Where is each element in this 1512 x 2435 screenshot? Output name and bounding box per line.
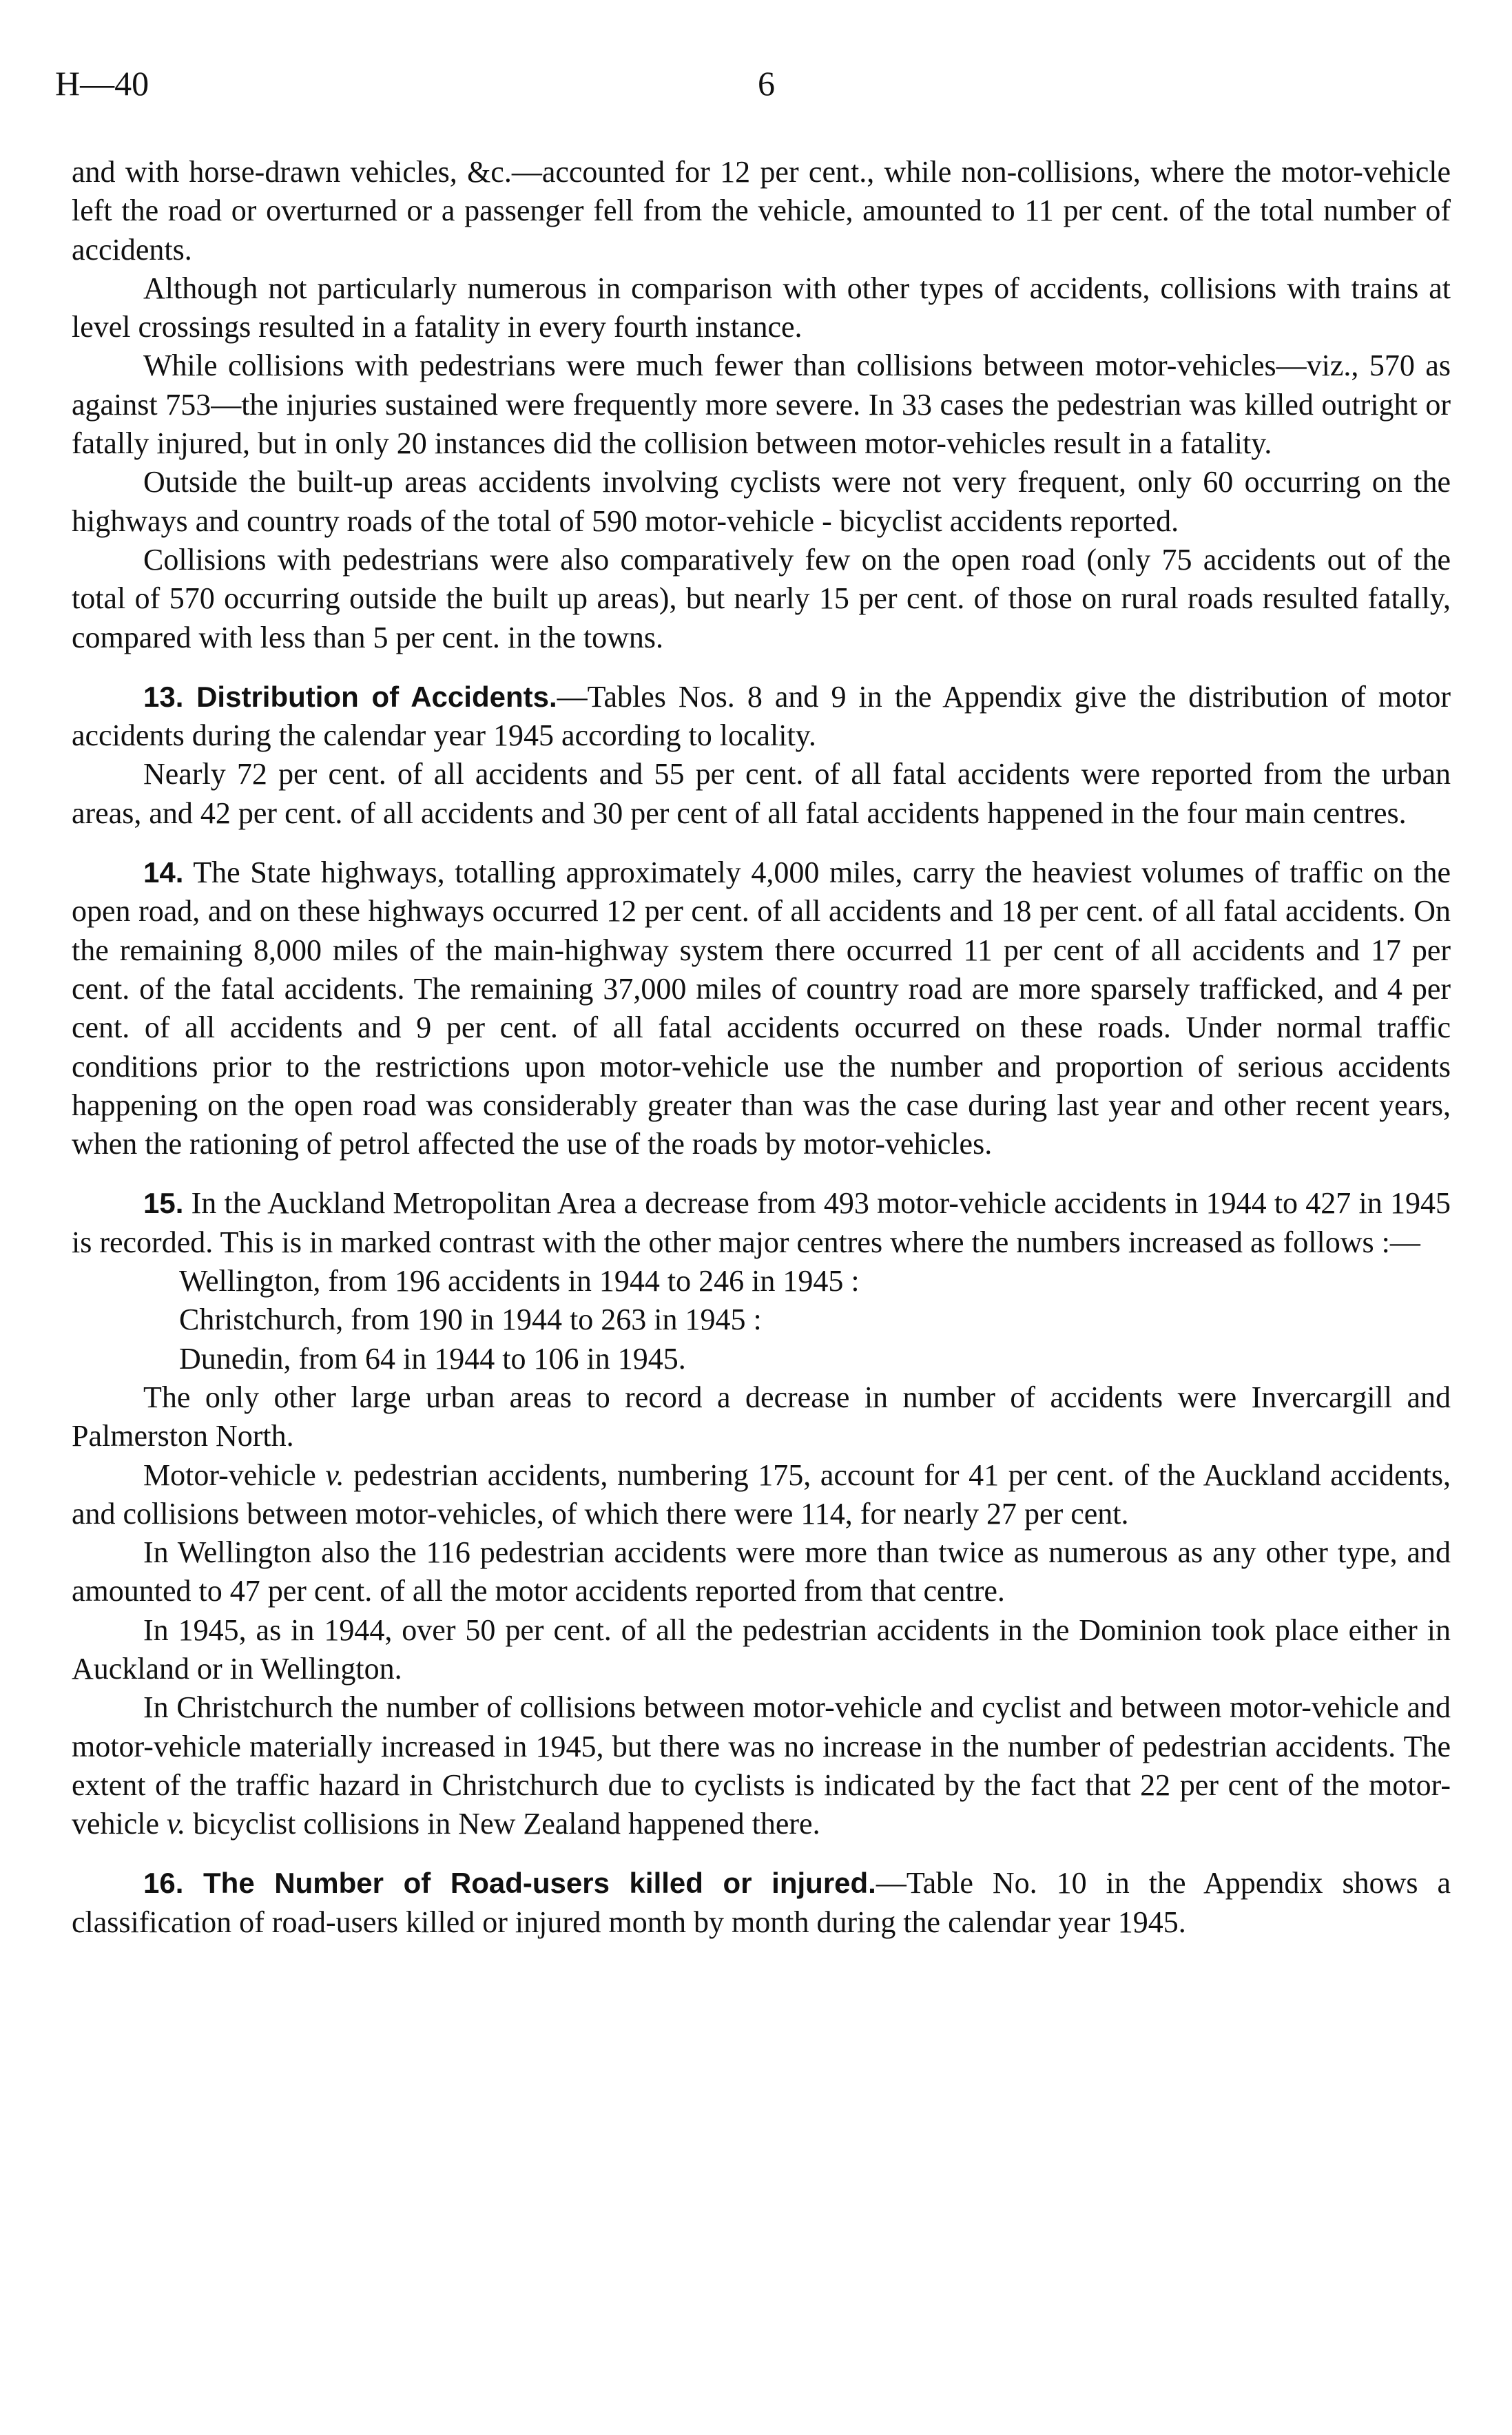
section-16	[72, 1864, 1451, 1942]
body-text	[72, 153, 1451, 1942]
paragraph-dominion-pedestrian: In 1945, as in 1944, over 50 per cent. of all the pedestrian accidents in the Dominion took place either in Auckland or in Wellington.	[72, 1613, 1451, 1686]
versus-italic: v.	[325, 1458, 344, 1492]
versus-italic: v.	[167, 1807, 186, 1841]
section-15-text: In the Auckland Metropolitan Area a decrease from 493 motor-vehicle accidents in 1944 to 427 in 1945 is recorded. This is in marked contrast with the other major centres where the numbers increased as follows :—	[72, 1186, 1451, 1259]
section-15-heading: 15.	[143, 1187, 184, 1220]
section-16-heading: 16. The Number of Road-users killed or injured.	[143, 1867, 876, 1900]
paragraph-urban-areas: Nearly 72 per cent. of all accidents and 55 per cent. of all fatal accidents were reported from the urban areas, and 42 per cent. of all accidents and 30 per cent of all fatal accidents happened in the four main centres.	[72, 757, 1451, 830]
section-14	[72, 853, 1451, 1163]
page-header	[55, 63, 1453, 112]
section-13	[72, 678, 1451, 756]
text-run: Motor-vehicle	[143, 1458, 326, 1492]
list-item-wellington: Wellington, from 196 accidents in 1944 to 246 in 1945 :	[179, 1264, 860, 1298]
paragraph-christchurch	[72, 1688, 1451, 1843]
paragraph-level-crossings: Although not particularly numerous in comparison with other types of accidents, collisions with trains at level crossings resulted in a fatality in every fourth instance.	[72, 271, 1451, 344]
paragraph-cyclists: Outside the built-up areas accidents involving cyclists were not very frequent, only 60 occurring on the highways and country roads of the total of 590 motor-vehicle - bicyclist accidents reported.	[72, 465, 1451, 538]
paragraph-decrease-areas: The only other large urban areas to record a decrease in number of accidents were Invercargill and Palmerston North.	[72, 1380, 1451, 1453]
section-16-text: —Table No. 10 in the Appendix shows a classification of road-users killed or injured month by month during the calendar year 1945.	[72, 1866, 1451, 1939]
paragraph-wellington-pedestrian: In Wellington also the 116 pedestrian accidents were more than twice as numerous as any other type, and amounted to 47 per cent. of all the motor accidents reported from that centre.	[72, 1535, 1451, 1608]
list-item-christchurch: Christchurch, from 190 in 1944 to 263 in 1945 :	[179, 1303, 762, 1337]
section-13-heading: 13. Distribution of Accidents.	[143, 680, 557, 713]
text-run: In Christchurch the number of collisions between motor-vehicle and cyclist and between motor-vehicle and motor-vehicle materially increased in 1945, but there was no increase in the number of pedestrian accidents. The extent of the traffic hazard in Christchurch due to cyclists is indicated by the fact that 22 per cent of the motor-vehicle	[72, 1690, 1451, 1841]
text-run: bicyclist collisions in New Zealand happened there.	[185, 1807, 820, 1841]
section-15	[72, 1184, 1451, 1262]
list-item-dunedin: Dunedin, from 64 in 1944 to 106 in 1945.	[179, 1341, 686, 1376]
section-13-text: —Tables Nos. 8 and 9 in the Appendix give the distribution of motor accidents during the calendar year 1945 according to locality.	[72, 679, 1451, 753]
paragraph-continuation: and with horse-drawn vehicles, &c.—accounted for 12 per cent., while non-collisions, where the motor-vehicle left the road or overturned or a passenger fell from the vehicle, amounted to 11 per cent. of the total number of accidents.	[72, 155, 1451, 267]
page-number: 6	[758, 64, 775, 103]
paragraph-pedestrian-collisions: While collisions with pedestrians were much fewer than collisions between motor-vehicles—viz., 570 as against 753—the injuries sustained were frequently more severe. In 33 cases the pedestrian was killed outright or fatally injured, but in only 20 instances did the collision between motor-vehicles result in a fatality.	[72, 349, 1451, 461]
document-reference: H—40	[55, 64, 149, 103]
paragraph-auckland-pedestrian	[72, 1456, 1451, 1534]
section-14-text: The State highways, totalling approximately 4,000 miles, carry the heaviest volumes of traffic on the open road, and on these highways occurred 12 per cent. of all accidents and 18 per cent. of all fatal accidents. On the remaining 8,000 miles of the main-highway system there occurred 11 per cent of all accidents and 17 per cent. of the fatal accidents. The remaining 37,000 miles of country road are more sparsely trafficked, and 4 per cent. of all accidents and 9 per cent. of all fatal accidents occurred on these roads. Under normal traffic conditions prior to the restrictions upon motor-vehicle use the number and proportion of serious accidents happening on the open road was considerably greater than was the case during last year and other recent years, when the rationing of petrol affected the use of the roads by motor-vehicles.	[72, 856, 1451, 1161]
paragraph-open-road-pedestrians: Collisions with pedestrians were also comparatively few on the open road (only 75 accidents out of the total of 570 occurring outside the built up areas), but nearly 15 per cent. of those on rural roads resulted fatally, compared with less than 5 per cent. in the towns.	[72, 542, 1451, 654]
text-run: pedestrian accidents, numbering 175, account for 41 per cent. of the Auckland accidents, and collisions between motor-vehicles, of which there were 114, for nearly 27 per cent.	[72, 1458, 1451, 1531]
section-14-heading: 14.	[143, 856, 184, 889]
